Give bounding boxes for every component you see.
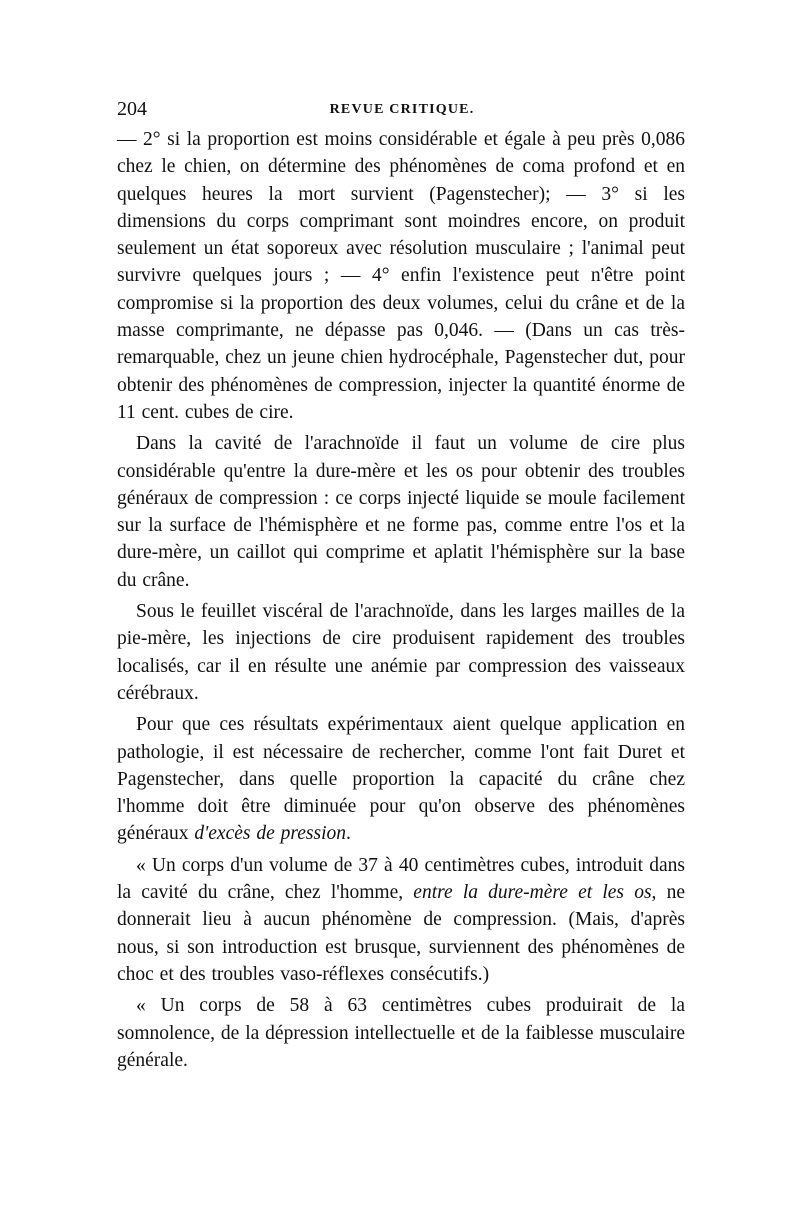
paragraph-5-italic: entre la dure-mère et les os bbox=[413, 882, 652, 904]
paragraph-4-italic: d'excès de pression bbox=[194, 823, 346, 845]
page-header bbox=[117, 97, 687, 121]
paragraph-5-text: « Un corps d'un volume de 37 à 40 centimètres cubes, introduit dans la cavité du crâne, chez l'homme, bbox=[117, 854, 685, 904]
paragraph-5 bbox=[117, 852, 685, 988]
page-number: 204 bbox=[117, 98, 147, 120]
paragraph-5-end: , ne donnerait lieu à aucun phénomène de compression. (Mais, d'après nous, si son introduction est brusque, surviennent des phénomènes de choc et des troubles vaso-réflexes consécutifs.) bbox=[117, 882, 686, 985]
paragraph-4 bbox=[117, 711, 685, 847]
body-text bbox=[117, 126, 685, 1078]
paragraph-2: Dans la cavité de l'arachnoïde il faut un volume de cire plus considérable qu'entre la dure-mère et les os pour obtenir des troubles généraux de compression : ce corps injecté liquide se moule facilement sur la surface de l'hémisphère et ne forme pas, comme entre l'os et la dure-mère, un caillot qui comprime et aplatit l'hémisphère sur la base du crâne. bbox=[117, 433, 685, 591]
paragraph-3: Sous le feuillet viscéral de l'arachnoïde, dans les larges mailles de la pie-mère, les injections de cire produisent rapidement des troubles localisés, car il en résulte une anémie par compression des vaisseaux cérébraux. bbox=[117, 601, 685, 704]
paragraph-1: — 2° si la proportion est moins considérable et égale à peu près 0,086 chez le chien, on détermine des phénomènes de coma profond et en quelques heures la mort survient (Pagenstecher); — 3° si les dimensions du corps comprimant sont moindres encore, on produit seulement un état soporeux avec résolution musculaire ; l'animal peut survivre quelques jours ; — 4° enfin l'existence peut n'être point compromise si la proportion des deux volumes, celui du crâne et de la masse comprimante, ne dépasse pas 0,046. — (Dans un cas très-remarquable, chez un jeune chien hydrocéphale, Pagenstecher dut, pour obtenir des phénomènes de compression, injecter la quantité énorme de 11 cent. cubes de cire. bbox=[117, 129, 685, 423]
running-title: REVUE CRITIQUE. bbox=[329, 102, 475, 117]
paragraph-6: « Un corps de 58 à 63 centimètres cubes produirait de la somnolence, de la dépression intellectuelle et de la faiblesse musculaire générale. bbox=[117, 995, 685, 1071]
paragraph-4-end: . bbox=[346, 823, 351, 845]
paragraph-4-text: Pour que ces résultats expérimentaux aient quelque application en pathologie, il est nécessaire de rechercher, comme l'ont fait Duret et Pagenstecher, dans quelle proportion la capacité du crâne chez l'homme doit être diminuée pour qu'on observe des phénomènes généraux bbox=[117, 714, 685, 845]
